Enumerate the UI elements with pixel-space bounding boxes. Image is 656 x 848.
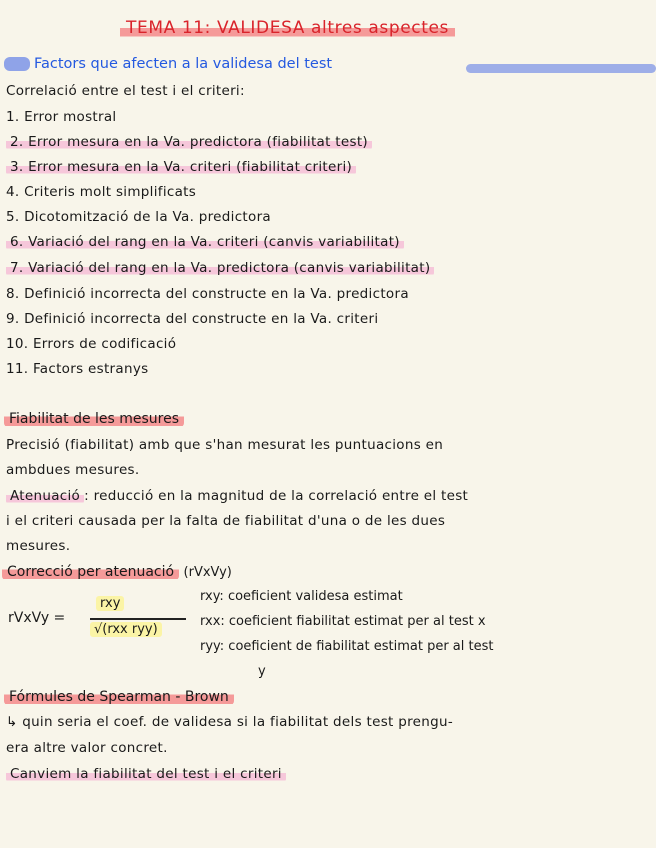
list-item: 4. Criteris molt simplificats bbox=[6, 184, 197, 200]
list-item: 3. Error mesura en la Va. criteri (fiabilitat criteri) bbox=[6, 159, 356, 175]
attenuation-formula bbox=[8, 596, 193, 648]
factors-intro: Correlació entre el test i el criteri: bbox=[6, 83, 245, 99]
correccio-heading: Correcció per atenuació (rVxVy) bbox=[2, 564, 232, 580]
spearman-heading: Fórmules de Spearman - Brown bbox=[4, 689, 234, 705]
list-item: 9. Definició incorrecta del constructe en la Va. criteri bbox=[6, 311, 379, 327]
list-item: 5. Dicotomització de la Va. predictora bbox=[6, 209, 271, 225]
formula-numerator: rxy bbox=[96, 596, 124, 611]
heading-bullet-icon bbox=[4, 57, 30, 71]
spearman-text: Canviem la fiabilitat del test i el criteri bbox=[6, 766, 286, 782]
formula-denominator: √(rxx ryy) bbox=[90, 622, 162, 637]
fiabilitat-text: ambdues mesures. bbox=[6, 462, 140, 478]
list-item: 1. Error mostral bbox=[6, 109, 117, 125]
list-item: 2. Error mesura en la Va. predictora (fiabilitat test) bbox=[6, 134, 372, 150]
page-title: TEMA 11: VALIDESA altres aspectes bbox=[120, 18, 455, 38]
legend-item: rxx: coeficient fiabilitat estimat per al test x bbox=[200, 614, 486, 629]
atenuacio-definition: Atenuació : reducció en la magnitud de la correlació entre el test bbox=[6, 488, 468, 504]
legend-item: ryy: coeficient de fiabilitat estimat per al test bbox=[200, 639, 494, 654]
formula-lhs: rVxVy = bbox=[8, 610, 66, 626]
list-item: 6. Variació del rang en la Va. criteri (canvis variabilitat) bbox=[6, 234, 404, 250]
atenuacio-text: mesures. bbox=[6, 538, 71, 554]
list-item: 8. Definició incorrecta del constructe en la Va. predictora bbox=[6, 286, 409, 302]
fiabilitat-heading: Fiabilitat de les mesures bbox=[4, 411, 184, 427]
list-item: 7. Variació del rang en la Va. predictora (canvis variabilitat) bbox=[6, 260, 434, 276]
list-item: 11. Factors estranys bbox=[6, 361, 149, 377]
factors-heading: Factors que afecten a la validesa del test bbox=[4, 56, 332, 72]
legend-item: rxy: coeficient validesa estimat bbox=[200, 589, 403, 604]
atenuacio-text: i el criteri causada per la falta de fiabilitat d'una o de les dues bbox=[6, 513, 446, 529]
legend-item: y bbox=[258, 664, 266, 679]
fiabilitat-text: Precisió (fiabilitat) amb que s'han mesurat les puntuacions en bbox=[6, 437, 444, 453]
list-item: 10. Errors de codificació bbox=[6, 336, 177, 352]
fraction-bar bbox=[90, 618, 186, 620]
spearman-text: ↳ quin seria el coef. de validesa si la fiabilitat dels test prengu- bbox=[6, 714, 454, 730]
heading-underline-decoration bbox=[466, 64, 656, 73]
spearman-text: era altre valor concret. bbox=[6, 740, 168, 756]
